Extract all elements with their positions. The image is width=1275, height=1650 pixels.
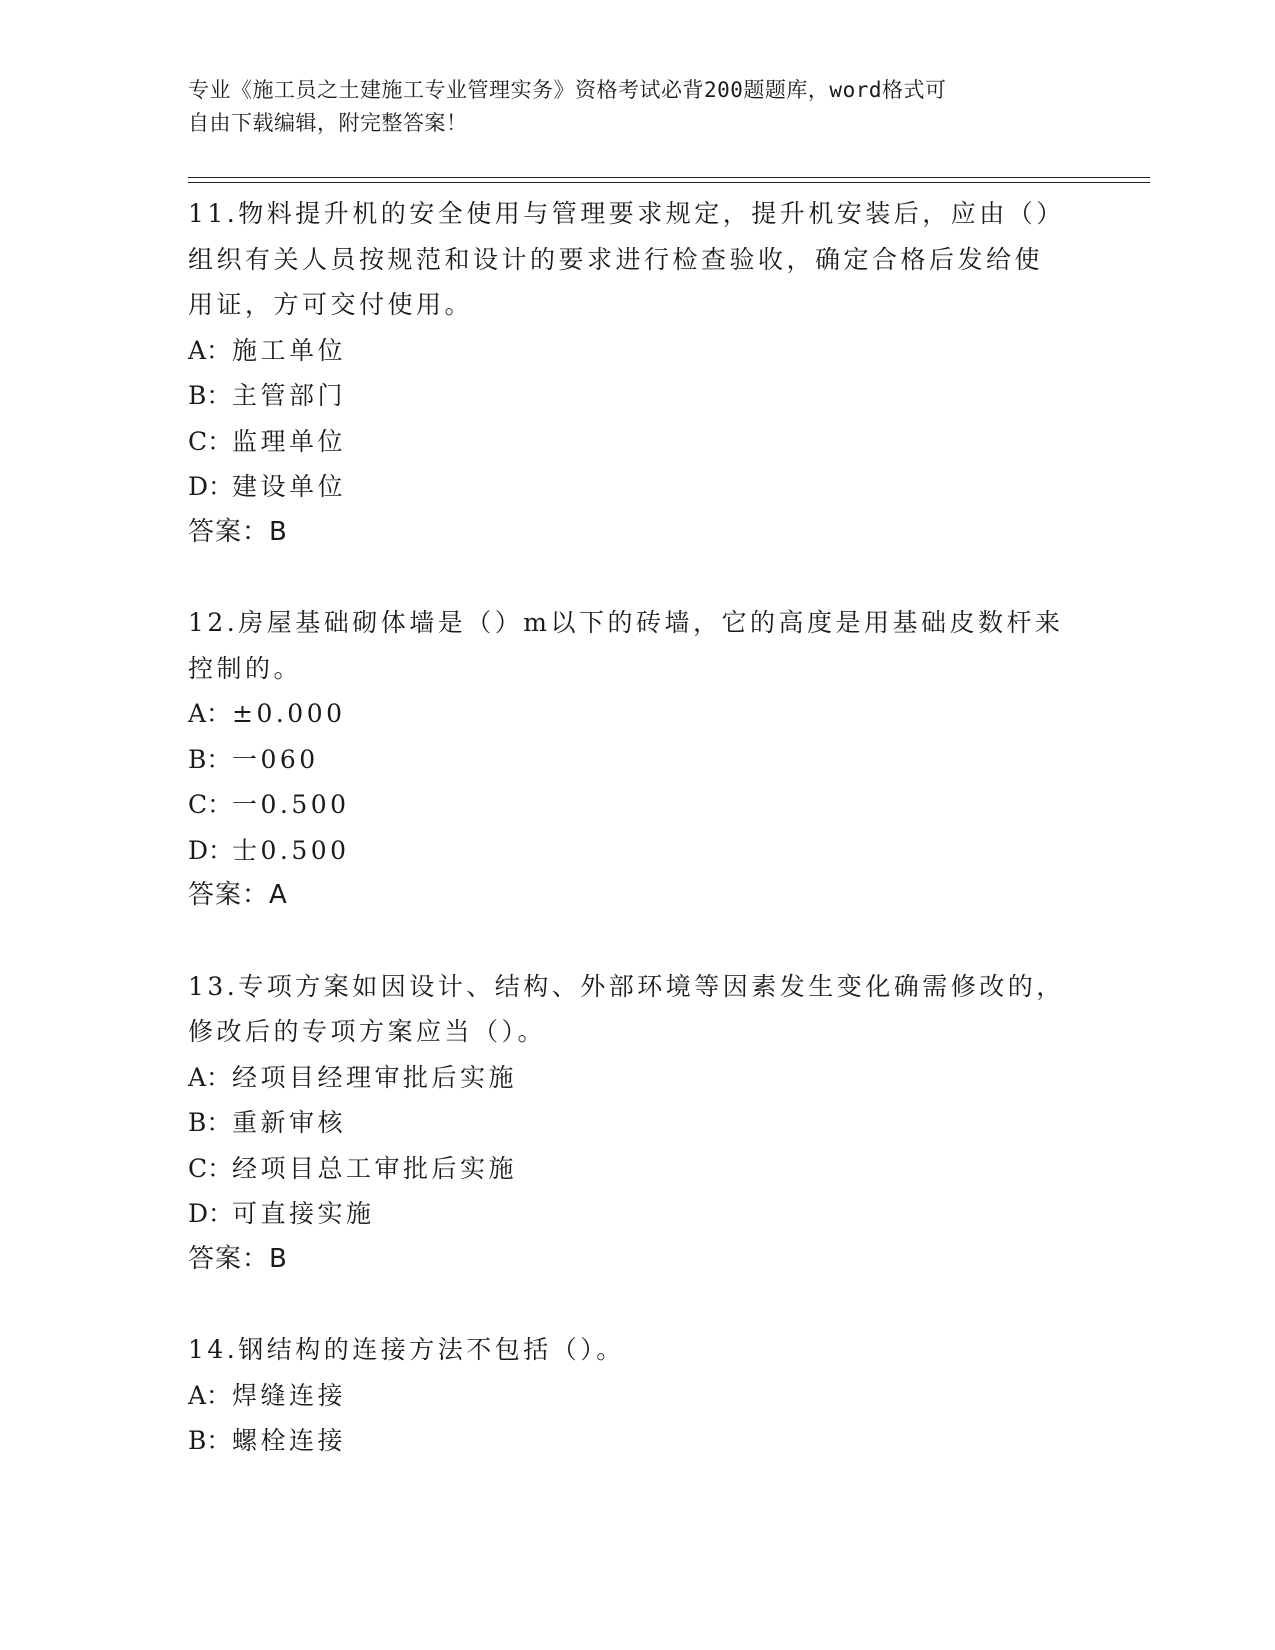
- option-text: 一060: [232, 744, 319, 774]
- option-key: B：: [188, 1108, 232, 1137]
- option-key: C：: [188, 1153, 233, 1183]
- option-key: D：: [188, 1199, 234, 1228]
- option-text: 经项目总工审批后实施: [232, 1153, 518, 1183]
- option-key: D：: [188, 835, 234, 865]
- option-text: 经项目经理审批后实施: [232, 1062, 518, 1092]
- option-b: [188, 373, 1078, 419]
- header-line-2: 自由下载编辑，附完整答案！: [188, 111, 468, 135]
- header-divider-bottom: [188, 182, 1150, 183]
- question-text-line: 控制的。: [188, 653, 303, 683]
- option-a: [188, 328, 1078, 374]
- option-key: C：: [188, 426, 233, 456]
- question-12: [188, 600, 1078, 919]
- option-text: 重新审核: [232, 1108, 347, 1137]
- option-text: 士0.500: [232, 835, 350, 865]
- option-key: B：: [188, 744, 232, 774]
- option-b: [188, 737, 1078, 783]
- question-text-line: 12.房屋基础砌体墙是（）m以下的砖墙，它的高度是用基础皮数杆来: [188, 608, 1064, 637]
- question-text-line: 14.钢结构的连接方法不包括（）。: [188, 1335, 625, 1364]
- question-text-line: 组织有关人员按规范和设计的要求进行检查验收，确定合格后发给使: [188, 244, 1044, 274]
- option-b: [188, 1418, 1078, 1464]
- option-text: 监理单位: [232, 426, 347, 456]
- question-11: [188, 191, 1078, 555]
- question-text-line: 用证，方可交付使用。: [188, 290, 474, 319]
- question-spacer: [188, 1282, 1078, 1327]
- header-line-1: 专业《施工员之土建施工专业管理实务》资格考试必背200题题库，word格式可: [188, 78, 947, 102]
- option-text: 一0.500: [232, 790, 350, 819]
- question-text-line: 13.专项方案如因设计、结构、外部环境等因素发生变化确需修改的，: [188, 971, 1065, 1001]
- question-text-line: 11.物料提升机的安全使用与管理要求规定，提升机安装后，应由（）: [188, 199, 1065, 228]
- option-a: [188, 1055, 1078, 1101]
- option-key: A：: [188, 1062, 232, 1092]
- option-key: D：: [188, 472, 234, 501]
- question-spacer: [188, 919, 1078, 964]
- option-key: A：: [188, 335, 232, 365]
- option-b: [188, 1100, 1078, 1146]
- option-text: 可直接实施: [232, 1199, 375, 1228]
- question-text-line: 修改后的专项方案应当（）。: [188, 1017, 547, 1046]
- answer-line: 答案：B: [188, 1243, 288, 1274]
- question-spacer: [188, 555, 1078, 600]
- option-text: ±0.000: [232, 699, 346, 728]
- option-text: 焊缝连接: [232, 1380, 347, 1410]
- option-text: 主管部门: [232, 381, 347, 410]
- option-d: [188, 828, 1078, 874]
- option-key: B：: [188, 1426, 232, 1455]
- option-key: C：: [188, 790, 233, 819]
- option-a: [188, 1373, 1078, 1419]
- option-c: [188, 419, 1078, 465]
- header-divider-top: [188, 177, 1150, 178]
- option-d: [188, 464, 1078, 510]
- option-key: A：: [188, 1380, 232, 1410]
- answer-line: 答案：B: [188, 516, 288, 547]
- option-text: 建设单位: [232, 472, 347, 501]
- question-list: [188, 191, 1078, 1464]
- option-d: [188, 1191, 1078, 1237]
- question-13: [188, 964, 1078, 1283]
- document-header: [188, 74, 1068, 140]
- question-14: [188, 1327, 1078, 1464]
- option-text: 螺栓连接: [232, 1426, 347, 1455]
- option-key: B：: [188, 381, 232, 410]
- option-a: [188, 691, 1078, 737]
- option-c: [188, 1146, 1078, 1192]
- option-key: A：: [188, 699, 232, 728]
- answer-line: 答案：A: [188, 880, 288, 910]
- option-text: 施工单位: [232, 335, 347, 365]
- option-c: [188, 782, 1078, 828]
